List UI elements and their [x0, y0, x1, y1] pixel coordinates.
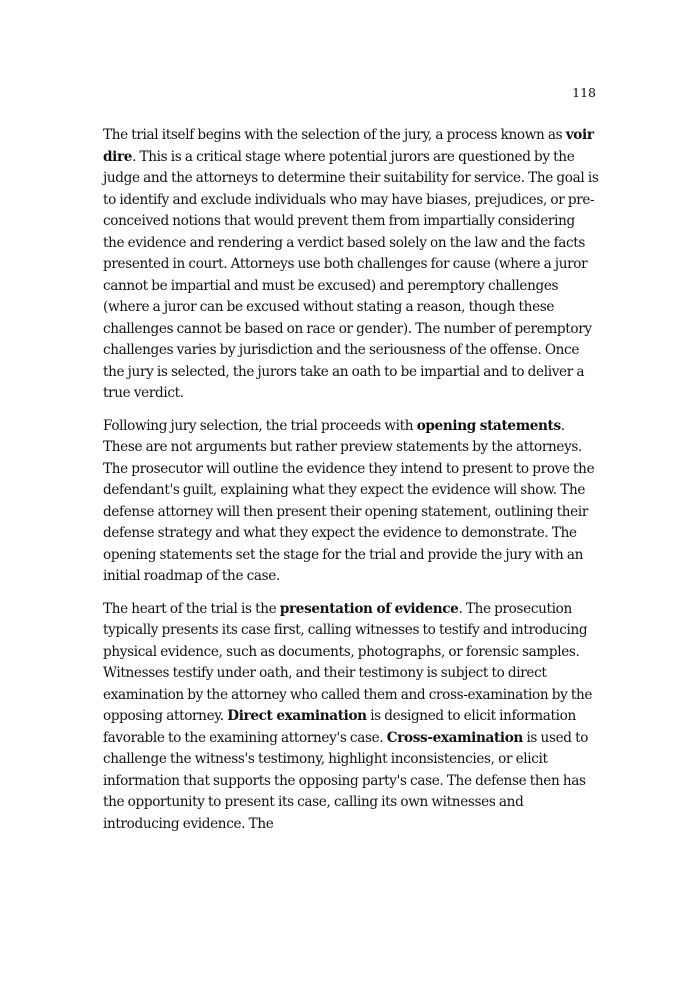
page-body [103, 125, 599, 846]
bold-term-direct-examination: Direct examination [227, 708, 367, 724]
bold-term-cross-examination: Cross-examination [386, 729, 523, 746]
bold-term-opening-statements: opening statements [416, 417, 561, 434]
text-segment: The trial itself begins with the selection of the jury, a process known as [103, 127, 566, 143]
bold-term-voir-dire: voir dire [103, 127, 594, 165]
text-segment: is used to challenge the witness's testimony, highlight inconsistencies, or elicit information that supports the opposing party's case. The defense then has the opportunity to present its case, calling its own witnesses and introducing evidence. The [103, 729, 589, 832]
text-segment: . These are not arguments but rather preview statements by the attorneys. The prosecutor will outline the evidence they intend to present to prove the defendant's guilt, explaining what they expect the evidence will show. The defense attorney will then present their opening statement, outlining their defense strategy and what they expect the evidence to demonstrate. The opening statements set the stage for the trial and provide the jury with an initial roadmap of the case. [103, 417, 595, 584]
text-segment: is designed to elicit information favorable to the examining attorney's case. [103, 708, 576, 746]
text-segment: The heart of the trial is the [103, 600, 280, 617]
paragraph-opening-statements [103, 416, 599, 588]
text-segment: . This is a critical stage where potential jurors are questioned by the judge and the attorneys to determine their suitability for service. The goal is to identify and exclude individuals who may have biases, prejudices, or pre-conceived notions that would prevent them from impartially considering the evidence and rendering a verdict based solely on the law and the facts presented in court. Attorneys use both challenges for cause (where a juror cannot be impartial and must be excused) and peremptory challenges (where a juror can be excused without stating a reason, though these challenges cannot be based on race or gender). The number of peremptory challenges varies by jurisdiction and the seriousness of the offense. Once the jury is selected, the jurors take an oath to be impartial and to deliver a true verdict. [103, 148, 599, 401]
paragraph-presentation-of-evidence [103, 599, 599, 836]
text-segment: Following jury selection, the trial proceeds with [103, 417, 417, 434]
bold-term-presentation-of-evidence: presentation of evidence [279, 600, 459, 617]
paragraph-voir-dire [103, 125, 599, 405]
text-segment: . The prosecution typically presents its case first, calling witnesses to testify and introducing physical evidence, such as documents, photographs, or forensic samples. Witnesses testify under oath, and their testimony is subject to direct examination by the attorney who called them and cross-examination by the opposing attorney. [103, 600, 593, 724]
page-number: 118 [572, 85, 596, 100]
